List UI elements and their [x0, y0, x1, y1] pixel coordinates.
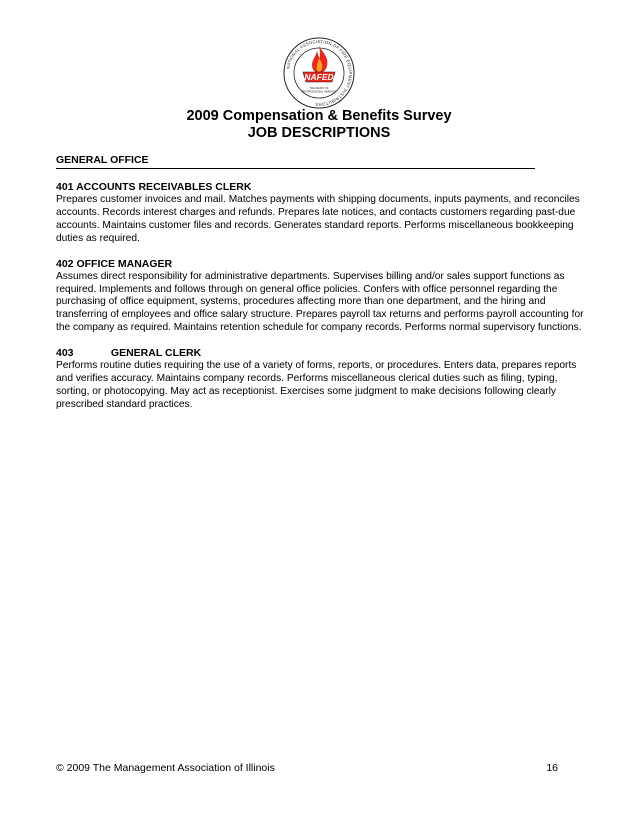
job-name: ACCOUNTS RECEIVABLES CLERK	[76, 181, 252, 193]
document-body	[56, 154, 584, 412]
svg-text:NATIONAL ASSOCIATION OF FIRE E: NATIONAL ASSOCIATION OF FIRE EQUIPMENT DISTRIBUTORS	[285, 38, 354, 108]
job-name: OFFICE MANAGER	[76, 257, 173, 270]
section-title: JOB DESCRIPTIONS	[247, 125, 391, 141]
page-title-block	[0, 108, 638, 142]
job-title-402	[56, 258, 584, 271]
job-title-401	[56, 181, 584, 194]
footer-copyright: © 2009 The Management Association of Illinois	[56, 762, 275, 774]
job-description-403: Performs routine duties requiring the use of a variety of forms, reports, or procedures. Enters data, prepares reports and verifies accuracy. Maintains company records. Performs miscellaneous clerical duties such as filing, typing, sorting, or photocopying. May act as receptionist. Exercises some judgment to make decisions following clearly prescribed standard practices.	[56, 360, 577, 410]
page-number: 16	[546, 762, 558, 774]
nafed-logo	[282, 36, 356, 110]
job-code: 402	[56, 257, 74, 270]
job-title-403	[56, 347, 584, 360]
logo-text: NAFED	[304, 72, 334, 82]
section-heading-general-office: GENERAL OFFICE	[56, 154, 535, 169]
job-402	[56, 258, 584, 336]
svg-text:PROFESSIONAL SERVICE: PROFESSIONAL SERVICE	[301, 89, 337, 94]
job-description-402: Assumes direct responsibility for administrative departments. Supervises billing and/or sales support functions as required. Implements and follows through on general office policies. Confers with office personnel regarding the purchasing of office equipment, systems, procedures affecting more than one department, and the hiring and transferring of employees and office salary structure. Prepares payroll tax returns and performs payroll accounting for the company as required. Maintains retention schedule for company records. Performs normal supervisory functions.	[56, 270, 584, 334]
job-name: GENERAL CLERK	[110, 347, 202, 360]
job-code: 401	[56, 181, 74, 193]
survey-title: 2009 Compensation & Benefits Survey	[186, 108, 452, 124]
job-401	[56, 181, 584, 246]
job-403	[56, 347, 584, 412]
svg-text:THE MARK OF: THE MARK OF	[309, 86, 329, 90]
job-code: 403	[56, 347, 74, 360]
job-description-401: Prepares customer invoices and mail. Matches payments with shipping documents, inputs payments, and reconciles accounts. Records interest charges and refunds. Prepares late notices, and contacts customers regarding past-due accounts. Maintains customer files and records. Generates standard reports. Performs miscellaneous bookkeeping duties as required.	[56, 194, 580, 244]
